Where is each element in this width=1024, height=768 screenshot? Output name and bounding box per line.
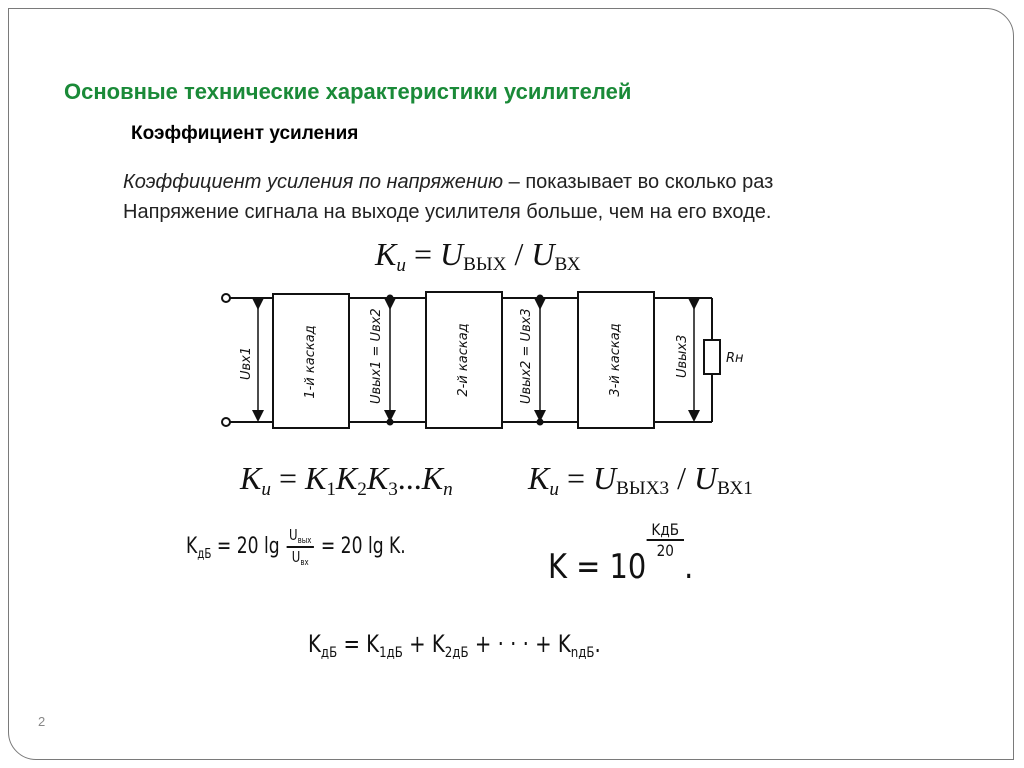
formula-gain-from-decibel: K = 10 $\frac{\text{KдБ}}{20}$ . [548, 520, 694, 587]
exponent-fraction: $\frac{\text{KдБ}}{20}$ [646, 520, 684, 560]
definition-term: Коэффициент усиления по напряжению [123, 171, 504, 193]
input-terminal-bottom [222, 418, 230, 426]
page-title: Основные технические характеристики усилителей [64, 79, 632, 104]
formula-overall-gain: $K_и$ = UВЫХ3 / UВХ1 [528, 460, 753, 500]
stage-2-label: 2-й каскад [456, 323, 471, 397]
stage-1-label: 1-й каскад [303, 325, 318, 399]
formula-gain-ratio: $K_и$ = UВЫХ / UВХ [375, 236, 581, 276]
input-terminal-top [222, 294, 230, 302]
formula-gain-decibel: $K_{дБ} = 20$ lg $\frac{U_{вых}}{U_{вх}}$ = 20 lg K. [186, 526, 406, 569]
voltage-label-3: Uвых2 = Uвх3 [519, 308, 534, 404]
load-label: Rн [726, 351, 744, 366]
definition-text: – показывает во сколько раз [503, 171, 774, 193]
formula-gain-product: $K_и = K_1K_2K_3...K_n$ [240, 460, 453, 500]
stage-3-label: 3-й каскад [608, 323, 623, 397]
section-subtitle: Коэффициент усиления [131, 123, 359, 144]
voltage-label-2: Uвых1 = Uвх2 [369, 308, 384, 404]
voltage-label-4: Uвых3 [675, 334, 690, 378]
definition-line-2: Напряжение сигнала на выходе усилителя больше, чем на его входе. [123, 201, 772, 223]
formula-decibel-sum: $K_{дБ} = K_{1дБ} + K_{2дБ}$ + · · · + $K_{nдБ}$. [308, 630, 601, 662]
page-number: 2 [38, 714, 46, 729]
voltage-label-1: Uвх1 [239, 346, 254, 380]
load-resistor [704, 340, 720, 374]
fraction-uout-uin: $\frac{U_{вых}}{U_{вх}}$ [287, 526, 314, 568]
